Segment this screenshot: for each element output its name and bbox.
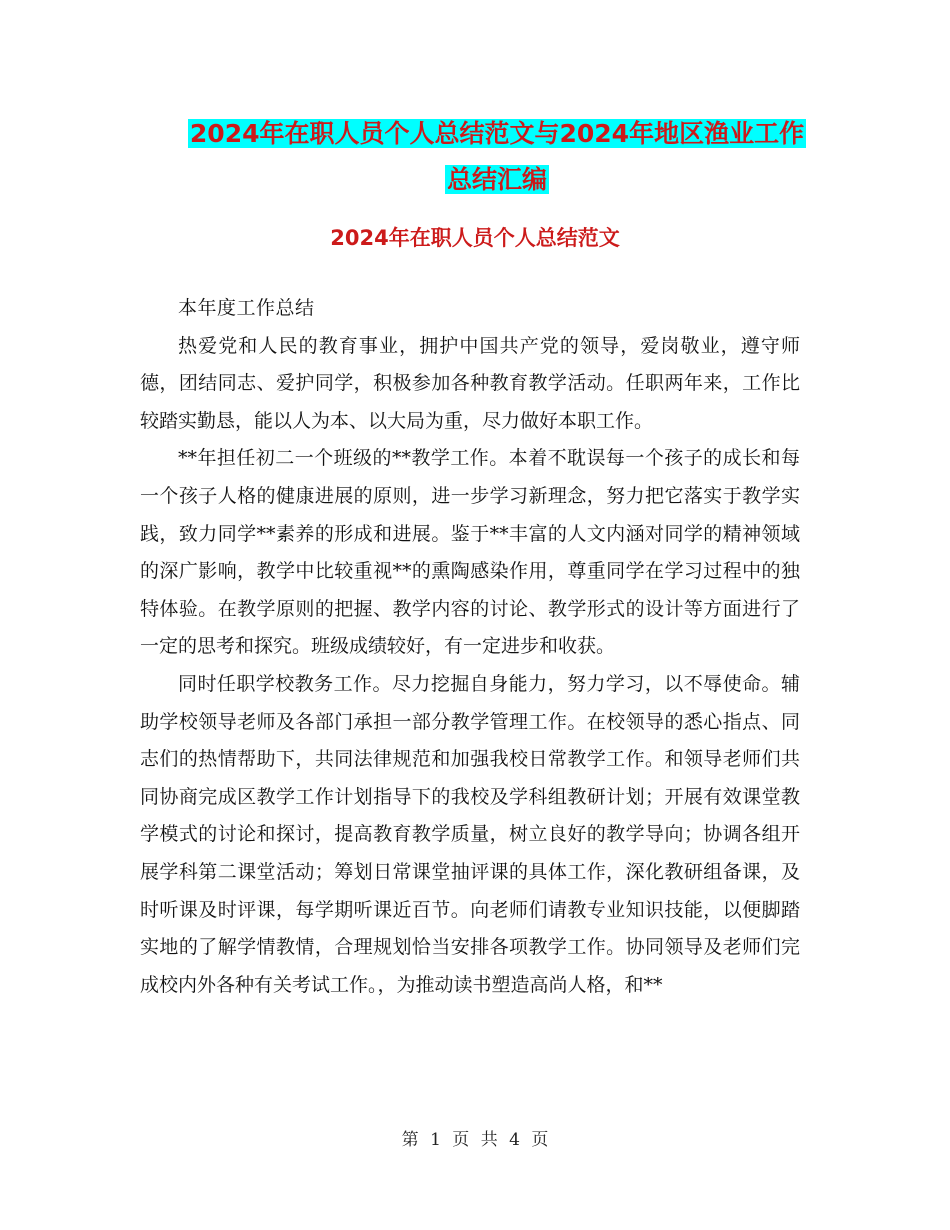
document-title-line2: 总结汇编: [446, 165, 547, 194]
paragraph: 同时任职学校教务工作。尽力挖掘自身能力，努力学习，以不辱使命。辅助学校领导老师及各部门承担一部分教学管理工作。在校领导的悉心指点、同志们的热情帮助下，共同法律规范和加强我校日常教学工作。和领导老师们共同协商完成区教学工作计划指导下的我校及学科组教研计划；开展有效课堂教学模式的讨论和探讨，提高教育教学质量，树立良好的教学导向；协调各组开展学科第二课堂活动；筹划日常课堂抽评课的具体工作，深化教研组备课，及时听课及时评课，每学期听课近百节。向老师们请教专业知识技能，以便脚踏实地的了解学情教情，合理规划恰当安排各项教学工作。协同领导及老师们完成校内外各种有关考试工作。，为推动读书塑造高尚人格，和**: [140, 672, 800, 996]
document-title: [140, 111, 854, 203]
page-footer: 第 1 页 共 4 页: [401, 1130, 549, 1150]
document-title-line1: 2024年在职人员个人总结范文与2024年地区渔业工作: [189, 119, 805, 148]
paragraph: 本年度工作总结: [178, 297, 315, 319]
paragraph: 热爱党和人民的教育事业，拥护中国共产党的领导，爱岗敬业，遵守师德，团结同志、爱护同学，积极参加各种教育教学活动。任职两年来，工作比较踏实勤恳，能以人为本、以大局为重，尽力做好本职工作。: [140, 334, 800, 432]
section-title: 2024年在职人员个人总结范文: [330, 226, 620, 250]
paragraph: **年担任初二一个班级的**教学工作。本着不耽误每一个孩子的成长和每一个孩子人格的健康进展的原则，进一步学习新理念，努力把它落实于教学实践，致力同学**素养的形成和进展。鉴于**丰富的人文内涵对同学的精神领域的深广影响，教学中比较重视**的熏陶感染作用，尊重同学在学习过程中的独特体验。在教学原则的把握、教学内容的讨论、教学形式的设计等方面进行了一定的思考和探究。班级成绩较好，有一定进步和收获。: [140, 447, 800, 658]
document-body: [140, 290, 800, 1004]
